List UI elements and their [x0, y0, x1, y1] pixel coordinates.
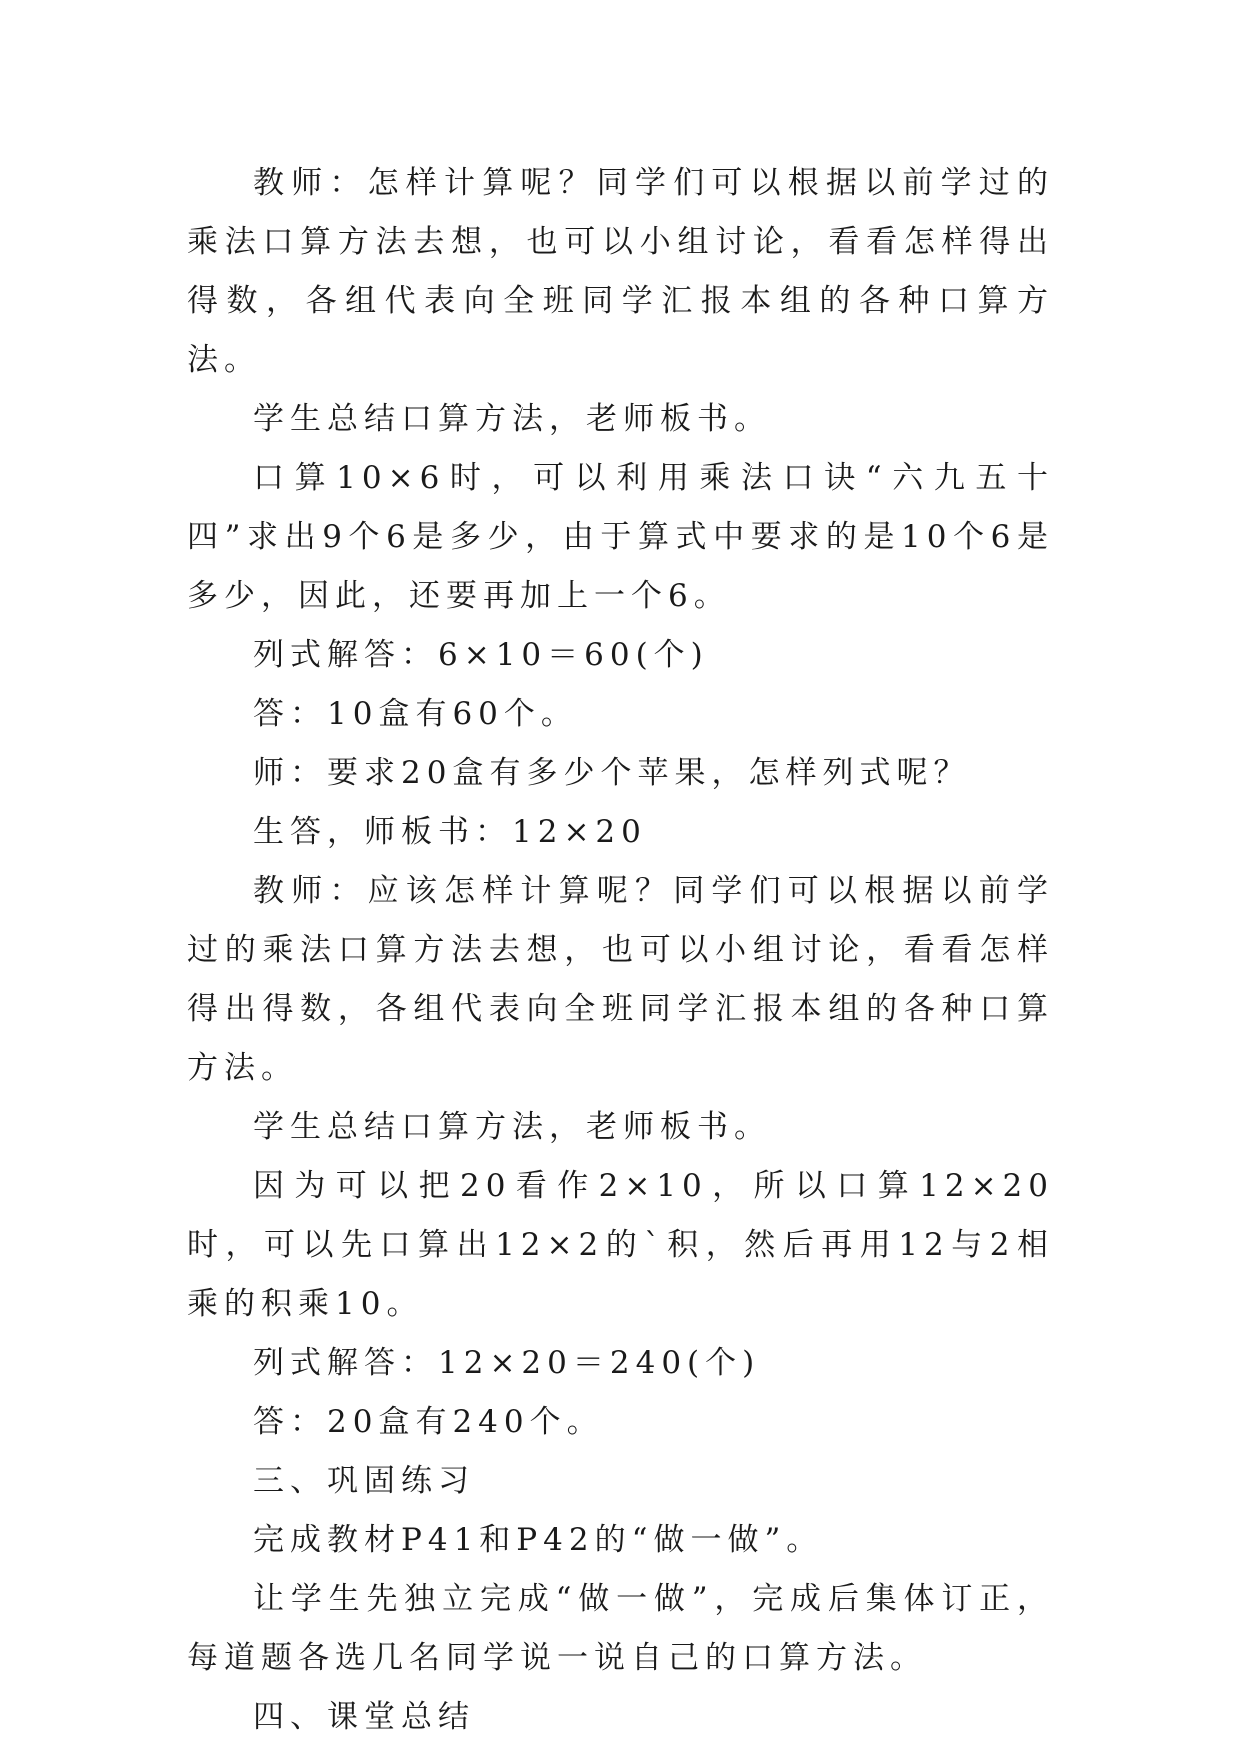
paragraph-independent-work: 让学生先独立完成“做一做”，完成后集体订正，每道题各选几名同学说一说自己的口算方法。: [187, 1581, 1054, 1676]
paragraph-student-summary-2: 学生总结口算方法，老师板书。: [253, 1109, 771, 1145]
paragraph-board-writing: 生答，师板书：12×20: [253, 814, 647, 850]
section-heading-practice: 三、巩固练习: [253, 1463, 475, 1499]
paragraph-answer: 答：10盒有60个。: [253, 696, 578, 732]
paragraph-teacher-question: 教师：怎样计算呢？同学们可以根据以前学过的乘法口算方法去想，也可以小组讨论，看看怎样得出得数，各组代表向全班同学汇报本组的各种口算方法。: [187, 165, 1054, 378]
paragraph-equation: 列式解答：6×10＝60(个): [253, 637, 709, 673]
section-heading-summary: 四、课堂总结: [253, 1699, 475, 1735]
document-body: [187, 154, 1054, 1747]
paragraph-mental-calc-method-2: 因为可以把20看作2×10，所以口算12×20时，可以先口算出12×2的`积，然后再用12与2相乘的积乘10。: [187, 1168, 1054, 1322]
paragraph-textbook-exercise: 完成教材P41和P42的“做一做”。: [253, 1522, 824, 1558]
paragraph-student-summary: 学生总结口算方法，老师板书。: [253, 401, 771, 437]
paragraph-teacher-prompt: 师：要求20盒有多少个苹果，怎样列式呢？: [253, 755, 971, 791]
paragraph-mental-calc-method: 口算10×6时，可以利用乘法口诀“六九五十四”求出9个6是多少，由于算式中要求的是10个6是多少，因此，还要再加上一个6。: [187, 460, 1054, 614]
paragraph-equation-2: 列式解答：12×20＝240(个): [253, 1345, 761, 1381]
paragraph-teacher-question-2: 教师：应该怎样计算呢？同学们可以根据以前学过的乘法口算方法去想，也可以小组讨论，看看怎样得出得数，各组代表向全班同学汇报本组的各种口算方法。: [187, 873, 1054, 1086]
paragraph-answer-2: 答：20盒有240个。: [253, 1404, 604, 1440]
